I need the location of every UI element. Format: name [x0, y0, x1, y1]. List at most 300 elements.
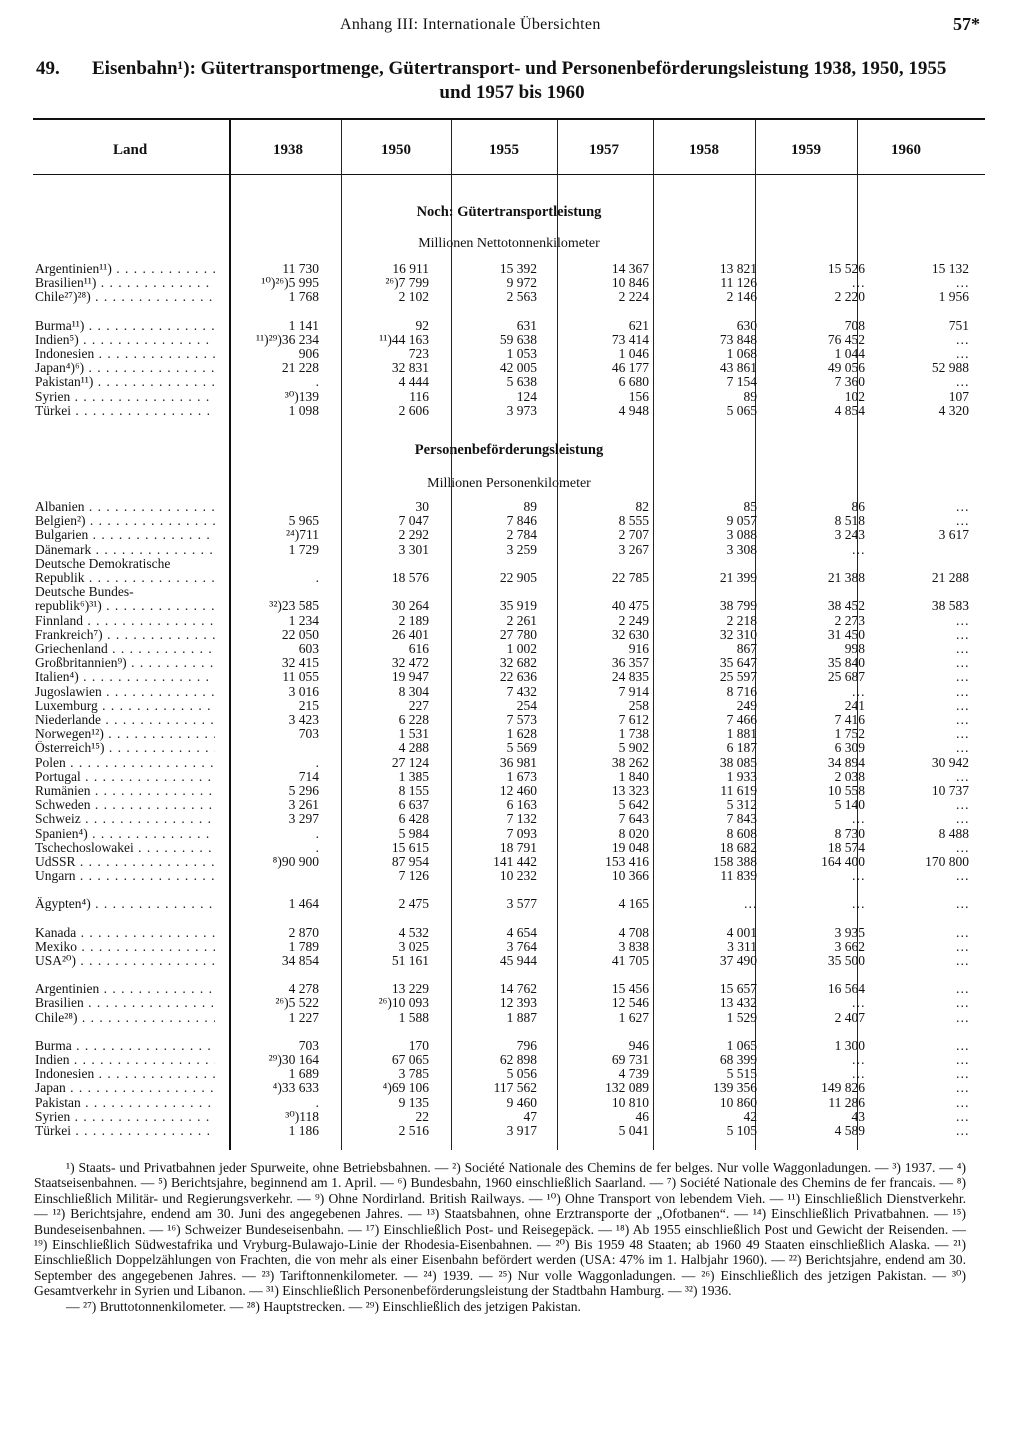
cell-1960: …: [955, 1123, 969, 1138]
cell-1958: 13 821: [719, 261, 757, 276]
cell-1950: 170: [408, 1037, 429, 1053]
cell-1959: 3 243: [834, 527, 865, 543]
cell-1957: 22 785: [611, 570, 649, 585]
cell-1957: 73 414: [611, 331, 649, 347]
cell-1955: 62 898: [499, 1052, 537, 1067]
cell-1957: 82: [635, 499, 649, 514]
cell-1957: 3 838: [618, 938, 649, 954]
cell-1938: 3 423: [288, 712, 319, 727]
cell-1958: 89: [743, 388, 757, 404]
table-row: [33, 812, 985, 826]
cell-1950: 2 475: [398, 896, 429, 912]
cell-1958: 37 490: [719, 953, 757, 968]
cell-1960: …: [955, 768, 969, 784]
cell-1960: …: [955, 995, 969, 1011]
table-row: [33, 926, 985, 940]
cell-1960: …: [955, 1052, 969, 1067]
row-label: Pakistan¹¹) . . .: [35, 375, 215, 389]
cell-1950: 26 401: [391, 626, 429, 642]
cell-1955: 36 981: [499, 754, 537, 770]
table-row: [33, 670, 985, 684]
cell-1958: 11 126: [720, 275, 757, 291]
cell-1955: 1 628: [506, 726, 537, 742]
cell-1959: 31 450: [827, 626, 865, 642]
cell-1959: 7 416: [834, 712, 865, 727]
table-row: [33, 557, 985, 571]
cell-1950: 3 301: [398, 541, 429, 557]
row-label: Türkei . . .: [35, 404, 215, 418]
row-label: Schweden . . .: [35, 798, 215, 812]
cell-1958: 5 312: [726, 797, 757, 813]
cell-1957: 10 810: [611, 1094, 649, 1110]
cell-1955: 32 682: [499, 655, 537, 671]
cell-1960: …: [955, 499, 969, 514]
row-label: Syrien . . .: [35, 390, 215, 404]
table-row: [33, 375, 985, 389]
cell-1958: 1 933: [726, 768, 757, 784]
table-row: [33, 756, 985, 770]
cell-1958: 3 088: [726, 527, 757, 543]
cell-1957: 4 708: [618, 924, 649, 940]
column-header-1960: 1960: [891, 142, 921, 158]
cell-1960: 38 583: [931, 598, 969, 614]
cell-1957: 1 738: [618, 726, 649, 742]
row-label: Ungarn . . .: [35, 869, 215, 883]
cell-1958: 2 146: [726, 289, 757, 305]
cell-1957: 4 165: [618, 896, 649, 912]
cell-1950: 30: [415, 499, 429, 514]
table-row: [33, 642, 985, 656]
cell-1950: 15 615: [391, 839, 429, 855]
cell-1955: 27 780: [499, 626, 537, 642]
cell-1950: 92: [415, 317, 429, 333]
cell-1958: 38 085: [719, 754, 757, 770]
table-row: [33, 571, 985, 585]
cell-1960: 15 132: [931, 261, 969, 276]
cell-1959: 5 140: [834, 797, 865, 813]
cell-1938: ⁸)90 900: [272, 854, 319, 869]
cell-1955: 22 636: [499, 669, 537, 685]
cell-1958: 21 399: [719, 570, 757, 585]
cell-1959: 3 935: [834, 924, 865, 940]
cell-1955: 7 132: [506, 811, 537, 827]
cell-1960: …: [955, 626, 969, 642]
cell-1959: 1 752: [834, 726, 865, 742]
row-label: Japan⁴)⁶) . . .: [35, 361, 215, 375]
cell-1955: 59 638: [499, 331, 537, 347]
cell-1958: 35 647: [719, 655, 757, 671]
cell-1957: 36 357: [611, 655, 649, 671]
cell-1955: 7 573: [506, 712, 537, 727]
cell-1957: 10 846: [611, 275, 649, 291]
cell-1938: 34 854: [281, 953, 319, 968]
cell-1938: 32 415: [281, 655, 319, 671]
cell-1957: 946: [628, 1037, 649, 1053]
cell-1950: 6 637: [398, 797, 429, 813]
row-label: Spanien⁴) . . .: [35, 827, 215, 841]
table-row: [33, 514, 985, 528]
table-row: [33, 347, 985, 361]
row-label: Griechenland . . .: [35, 642, 215, 656]
row-label: Indonesien . . .: [35, 347, 215, 361]
cell-1960: …: [955, 1066, 969, 1082]
cell-1955: 3 973: [506, 402, 537, 418]
cell-1955: 22 905: [499, 570, 537, 585]
cell-1959: 8 730: [834, 825, 865, 841]
table-top-rule: [33, 118, 985, 120]
cell-1960: 1 956: [938, 289, 969, 305]
cell-1959: 8 518: [834, 513, 865, 529]
table-row: [33, 685, 985, 699]
cell-1960: …: [955, 953, 969, 968]
footnotes-text: ¹) Staats- und Privatbahnen jeder Spurweite, ohne Betriebsbahnen. — ²) Société Nationale des Chemins de fer belges. Nur volle Waggonladungen. — ³) 1937. — ⁴) Staatseisenbahnen. — ⁵) Berichtsjahre, beginnend am 1. April. — ⁶) Bundesbahn, 1960 einschließlich Saarland. — ⁷) Société Nationale des Chemins de fer francais. — ⁸) Einschließlich Militär- und Regierungsverkehr. — ⁹) Ohne Nordirland. British Railways. — ¹⁰) Ohne Transport von lebendem Vieh. — ¹¹) Einschließlich Dienstverkehr. — ¹²) Berichtsjahre, endend am 30. Juni des angegebenen Jahres. — ¹³) Staatsbahnen, ohne Erztransporte der „Ofotbanen“. — ¹⁴) Einschließlich Privatbahnen. — ¹⁵) Bundeseisenbahnen. — ¹⁶) Schweizer Bundeseisenbahn. — ¹⁷) Einschließlich Post- und Reisegepäck. — ¹⁸) Ab 1955 einschließlich Post und Gewicht der Reisenden. — ¹⁹) Einschließlich Südwestafrika und Vryburg-Bulawajo-Linie der Rhodesia-Eisenbahnen. — ²⁰) Bis 1959 48 Staaten; ab 1960 49 Staaten einschließlich Alaska. — ²¹) Einschließlich Doppelzählungen von Frachten, die von mehr als einer Eisenbahn befördert werden (USA: 47% im 1. Halbjahr 1960). — ²²) Berichtsjahre, endend am 30. September des angegebenen Jahres. — ²³) Tariftonnenkilometer. — ²⁴) 1939. — ²⁵) Nur volle Waggonladungen. — ²⁶) Einschließlich des jetzigen Pakistan. — ³⁰) Gesamtverkehr in Syrien und Libanon. — ³¹) Einschließlich Personenbeförderungsleistung der Stadtbahn Hamburg. — ³²) 1936.: [34, 1160, 966, 1299]
cell-1955: 10 232: [499, 868, 537, 884]
row-label: Brasilien¹¹) . . .: [35, 276, 215, 290]
cell-1959: 3 662: [834, 938, 865, 954]
cell-1938: .: [315, 374, 319, 390]
cell-1958: 15 657: [719, 981, 757, 997]
cell-1938: 1 141: [288, 317, 319, 333]
cell-1938: .: [315, 839, 319, 855]
cell-1950: 2 516: [398, 1123, 429, 1138]
row-label: Norwegen¹²) . . .: [35, 727, 215, 741]
cell-1938: 11 055: [282, 669, 319, 685]
cell-1957: 4 948: [618, 402, 649, 418]
cell-1938: .: [315, 570, 319, 585]
cell-1960: …: [955, 924, 969, 940]
cell-1957: 12 546: [611, 995, 649, 1011]
cell-1959: 35 500: [827, 953, 865, 968]
cell-1960: …: [955, 1094, 969, 1110]
cell-1960: 10 737: [931, 783, 969, 798]
row-label: Chile²⁷)²⁸) . . .: [35, 290, 215, 304]
table-row: [33, 1011, 985, 1025]
table-row: [33, 827, 985, 841]
cell-1938: .: [315, 754, 319, 770]
section-unit-goods: Millionen Nettotonnenkilometer: [418, 236, 600, 251]
cell-1957: 14 367: [611, 261, 649, 276]
cell-1960: …: [955, 641, 969, 656]
table-row: [33, 713, 985, 727]
cell-1960: …: [955, 839, 969, 855]
cell-1938: 1 768: [288, 289, 319, 305]
cell-1959: …: [851, 541, 865, 557]
cell-1959: 2 273: [834, 612, 865, 628]
table-row: [33, 996, 985, 1010]
cell-1960: …: [955, 811, 969, 827]
cell-1958: 7 154: [726, 374, 757, 390]
cell-1960: …: [955, 1108, 969, 1124]
cell-1957: 46 177: [611, 360, 649, 376]
cell-1938: 1 186: [288, 1123, 319, 1138]
row-label: Italien⁴) . . .: [35, 670, 215, 684]
cell-1958: 2 218: [726, 612, 757, 628]
cell-1955: 1 002: [506, 641, 537, 656]
footnotes: [34, 1160, 966, 1314]
cell-1959: 43: [851, 1108, 865, 1124]
table-row: [33, 614, 985, 628]
cell-1957: 41 705: [611, 953, 649, 968]
cell-1958: 13 432: [719, 995, 757, 1011]
cell-1950: 51 161: [391, 953, 429, 968]
row-label: Pakistan . . .: [35, 1096, 215, 1110]
section-title-goods: Noch: Gütertransportleistung: [416, 204, 602, 220]
cell-1950: 30 264: [391, 598, 429, 614]
cell-1959: …: [851, 811, 865, 827]
cell-1950: 2 292: [398, 527, 429, 543]
cell-1958: 42: [743, 1108, 757, 1124]
row-label: Belgien²) . . .: [35, 514, 215, 528]
row-label: Deutsche Demokratische: [35, 556, 171, 571]
cell-1955: 12 460: [499, 783, 537, 798]
cell-1959: 38 452: [827, 598, 865, 614]
cell-1959: 49 056: [827, 360, 865, 376]
row-label: Polen . . .: [35, 756, 215, 770]
cell-1950: 2 189: [398, 612, 429, 628]
cell-1959: …: [851, 275, 865, 291]
table-row: [33, 1096, 985, 1110]
cell-1955: 254: [516, 697, 537, 713]
cell-1938: 3 261: [288, 797, 319, 813]
cell-1950: 18 576: [391, 570, 429, 585]
cell-1959: 7 360: [834, 374, 865, 390]
cell-1960: …: [955, 797, 969, 813]
cell-1938: 2 870: [288, 924, 319, 940]
cell-1959: 11 286: [828, 1094, 865, 1110]
cell-1955: 47: [523, 1108, 537, 1124]
cell-1950: 22: [415, 1108, 429, 1124]
table-row: [33, 390, 985, 404]
cell-1938: .: [315, 1094, 319, 1110]
cell-1955: 5 638: [506, 374, 537, 390]
cell-1950: 7 047: [398, 513, 429, 529]
footnotes-extra: — ²⁷) Bruttotonnenkilometer. — ²⁸) Hauptstrecken. — ²⁹) Einschließlich des jetzigen Pakistan.: [66, 1298, 581, 1314]
cell-1959: 1 044: [834, 346, 865, 361]
cell-1957: 24 835: [611, 669, 649, 685]
column-header-1955: 1955: [489, 142, 519, 158]
cell-1958: 158 388: [713, 854, 757, 869]
table-row: [33, 628, 985, 642]
table-row: [33, 361, 985, 375]
cell-1938: 703: [298, 1037, 319, 1053]
cell-1955: 6 163: [506, 797, 537, 813]
cell-1955: 18 791: [499, 839, 537, 855]
cell-1957: 7 612: [618, 712, 649, 727]
cell-1950: 5 984: [398, 825, 429, 841]
cell-1950: 32 831: [391, 360, 429, 376]
cell-1959: 149 826: [821, 1080, 865, 1096]
cell-1955: 3 917: [506, 1123, 537, 1138]
row-label: Syrien . . .: [35, 1110, 215, 1124]
cell-1955: 35 919: [499, 598, 537, 614]
table-row: [33, 1124, 985, 1138]
cell-1960: …: [955, 938, 969, 954]
cell-1959: …: [851, 1052, 865, 1067]
row-label: Bulgarien . . .: [35, 528, 215, 542]
cell-1950: 27 124: [391, 754, 429, 770]
cell-1959: 998: [844, 641, 865, 656]
cell-1957: 7 643: [618, 811, 649, 827]
cell-1957: 621: [628, 317, 649, 333]
cell-1938: ¹¹)²⁹)36 234: [256, 331, 319, 347]
cell-1958: 18 682: [719, 839, 757, 855]
cell-1959: 10 558: [827, 783, 865, 798]
cell-1955: 141 442: [493, 854, 537, 869]
cell-1955: 1 053: [506, 346, 537, 361]
cell-1958: 25 597: [719, 669, 757, 685]
cell-1960: …: [955, 655, 969, 671]
cell-1938: 3 016: [288, 683, 319, 699]
cell-1950: 32 472: [391, 655, 429, 671]
row-label: Burma . . .: [35, 1039, 215, 1053]
cell-1959: 86: [851, 499, 865, 514]
cell-1938: 1 464: [288, 896, 319, 912]
cell-1959: …: [851, 995, 865, 1011]
cell-1958: 43 861: [719, 360, 757, 376]
cell-1958: 3 308: [726, 541, 757, 557]
cell-1957: 258: [628, 697, 649, 713]
cell-1950: 87 954: [391, 854, 429, 869]
cell-1950: 6 428: [398, 811, 429, 827]
table-row: [33, 1053, 985, 1067]
cell-1955: 7 093: [506, 825, 537, 841]
cell-1958: 1 881: [726, 726, 757, 742]
cell-1957: 132 089: [605, 1080, 649, 1096]
cell-1957: 5 041: [618, 1123, 649, 1138]
cell-1959: 4 854: [834, 402, 865, 418]
cell-1958: 8 716: [726, 683, 757, 699]
cell-1960: …: [955, 374, 969, 390]
table-row: [33, 982, 985, 996]
cell-1950: 2 102: [398, 289, 429, 305]
table-row: [33, 319, 985, 333]
table-title-line2: und 1957 bis 1960: [439, 82, 585, 103]
cell-1938: 703: [298, 726, 319, 742]
cell-1959: 1 300: [834, 1037, 865, 1053]
cell-1958: 32 310: [719, 626, 757, 642]
cell-1957: 1 840: [618, 768, 649, 784]
row-label: Jugoslawien . . .: [35, 685, 215, 699]
table-row: [33, 599, 985, 613]
row-label: Ägypten⁴) . . .: [35, 897, 215, 911]
cell-1959: …: [851, 896, 865, 912]
table-row: [33, 869, 985, 883]
cell-1960: …: [955, 726, 969, 742]
row-label: Mexiko . . .: [35, 940, 215, 954]
cell-1950: 1 385: [398, 768, 429, 784]
cell-1958: 85: [743, 499, 757, 514]
cell-1958: 73 848: [719, 331, 757, 347]
cell-1960: 8 488: [938, 825, 969, 841]
cell-1957: 32 630: [611, 626, 649, 642]
row-label: Deutsche Bundes-: [35, 585, 134, 600]
table-row: [33, 500, 985, 514]
cell-1958: 11 619: [720, 783, 757, 798]
cell-1957: 38 262: [611, 754, 649, 770]
cell-1950: 227: [408, 697, 429, 713]
table-row: [33, 699, 985, 713]
table-row: [33, 528, 985, 542]
table-row: [33, 262, 985, 276]
cell-1957: 8 555: [618, 513, 649, 529]
cell-1957: 1 627: [618, 1009, 649, 1025]
cell-1958: …: [743, 896, 757, 912]
cell-1950: ⁴)69 106: [382, 1080, 429, 1096]
cell-1955: 1 673: [506, 768, 537, 784]
cell-1960: 751: [948, 317, 969, 333]
column-header-1958: 1958: [689, 142, 719, 158]
table-row: [33, 798, 985, 812]
cell-1959: …: [851, 683, 865, 699]
cell-1958: 8 608: [726, 825, 757, 841]
cell-1958: 10 860: [719, 1094, 757, 1110]
cell-1955: 89: [523, 499, 537, 514]
cell-1957: 10 366: [611, 868, 649, 884]
table-row: [33, 276, 985, 290]
cell-1938: 1 098: [288, 402, 319, 418]
table-row: [33, 290, 985, 304]
cell-1959: …: [851, 1066, 865, 1082]
cell-1957: 5 902: [618, 740, 649, 756]
cell-1960: …: [955, 868, 969, 884]
row-label: Brasilien . . .: [35, 996, 215, 1010]
cell-1957: 40 475: [611, 598, 649, 614]
cell-1957: 916: [628, 641, 649, 656]
page-header: [0, 16, 1024, 40]
cell-1958: 1 529: [726, 1009, 757, 1025]
cell-1938: 1 689: [288, 1066, 319, 1082]
cell-1957: 19 048: [611, 839, 649, 855]
cell-1950: 2 606: [398, 402, 429, 418]
cell-1955: 1 887: [506, 1009, 537, 1025]
cell-1955: 117 562: [493, 1080, 537, 1096]
cell-1959: 35 840: [827, 655, 865, 671]
cell-1957: 2 224: [618, 289, 649, 305]
cell-1957: 15 456: [611, 981, 649, 997]
row-label: USA²⁰) . . .: [35, 954, 215, 968]
cell-1938: 215: [298, 697, 319, 713]
cell-1960: 3 617: [938, 527, 969, 543]
cell-1958: 867: [736, 641, 757, 656]
cell-1955: 4 654: [506, 924, 537, 940]
cell-1938: ²⁹)30 164: [268, 1052, 319, 1067]
cell-1960: 107: [948, 388, 969, 404]
cell-1955: 5 569: [506, 740, 537, 756]
cell-1938: 11 730: [282, 261, 319, 276]
cell-1950: 8 304: [398, 683, 429, 699]
table-row: [33, 954, 985, 968]
page-number: 57*: [953, 14, 980, 34]
table-row: [33, 727, 985, 741]
cell-1938: 22 050: [281, 626, 319, 642]
cell-1955: 631: [516, 317, 537, 333]
cell-1960: …: [955, 1009, 969, 1025]
column-header-1938: 1938: [273, 142, 303, 158]
cell-1960: …: [955, 740, 969, 756]
cell-1960: …: [955, 612, 969, 628]
table-number: 49.: [36, 58, 60, 79]
cell-1958: 38 799: [719, 598, 757, 614]
cell-1955: 9 972: [506, 275, 537, 291]
row-label: Kanada . . .: [35, 926, 215, 940]
row-label: UdSSR . . .: [35, 855, 215, 869]
cell-1959: 2 220: [834, 289, 865, 305]
cell-1938: 1 789: [288, 938, 319, 954]
cell-1957: 6 680: [618, 374, 649, 390]
cell-1957: 156: [628, 388, 649, 404]
table-row: [33, 784, 985, 798]
cell-1955: 15 392: [499, 261, 537, 276]
